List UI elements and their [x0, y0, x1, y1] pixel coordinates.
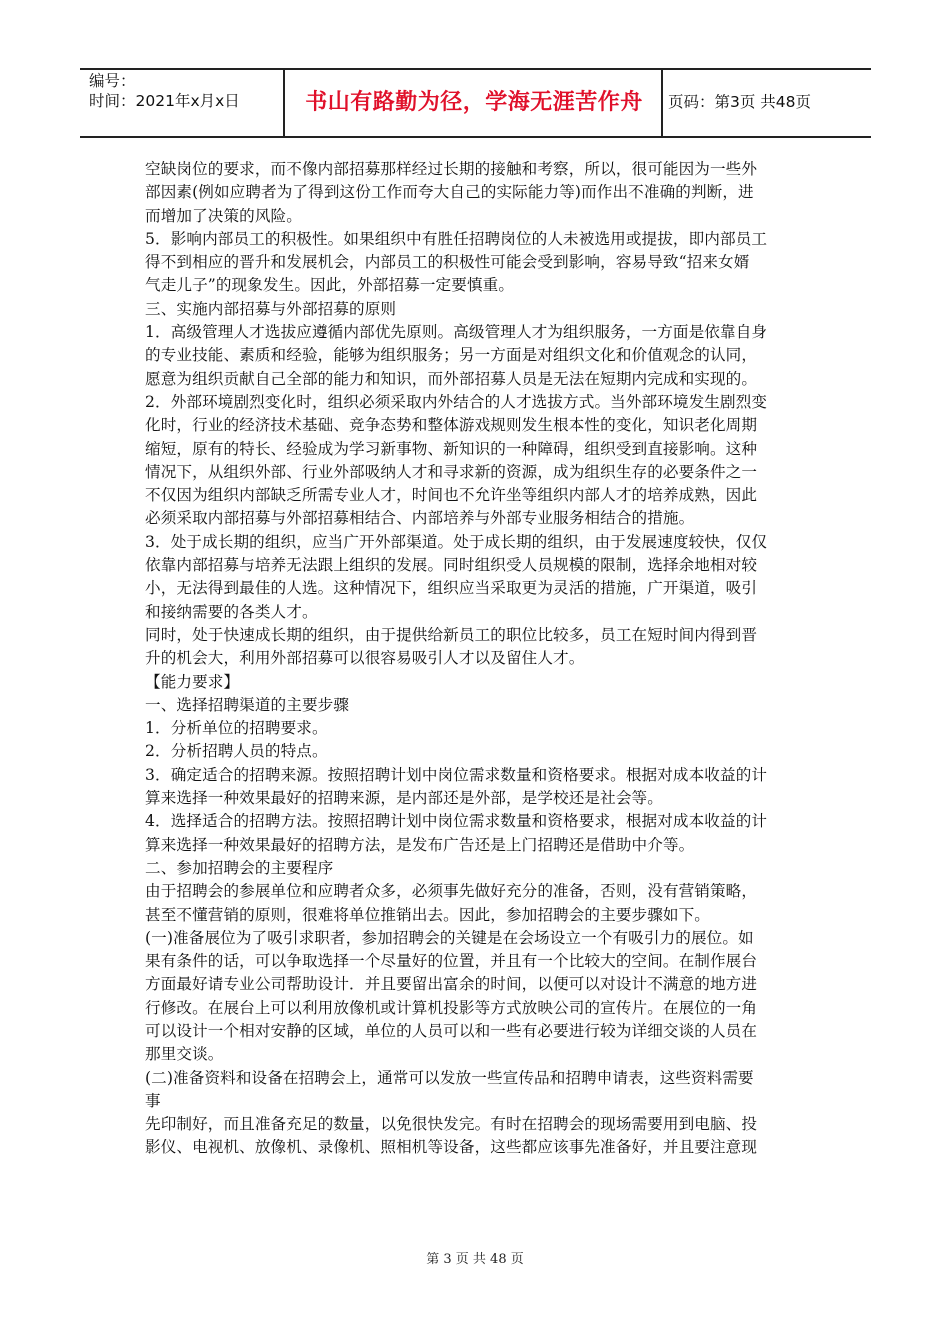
body-text-line: 由于招聘会的参展单位和应聘者众多，必须事先做好充分的准备，否则，没有营销策略，	[145, 882, 758, 901]
body-text-line: 4．选择适合的招聘方法。按照招聘计划中岗位需求数量和资格要求，根据对成本收益的计	[145, 812, 768, 831]
body-text-line: 1．高级管理人才选拔应遵循内部优先原则。高级管理人才为组织服务，一方面是依靠自身	[145, 323, 768, 342]
body-text-line: 不仅因为组织内部缺乏所需专业人才，时间也不允许坐等组织内部人才的培养成熟，因此	[145, 486, 758, 505]
body-text-line: (二)准备资料和设备在招聘会上，通常可以发放一些宣传品和招聘申请表，这些资料需要	[145, 1068, 754, 1087]
body-text-line: 小，无法得到最佳的人选。这种情况下，组织应当采取更为灵活的措施，广开渠道，吸引	[145, 579, 758, 598]
body-text-line: 而增加了决策的风险。	[145, 206, 302, 225]
body-text-line: 果有条件的话，可以争取选择一个尽量好的位置，并且有一个比较大的空间。在制作展台	[145, 952, 758, 971]
header-top-rule	[80, 68, 871, 70]
body-text-line: 事	[145, 1091, 161, 1110]
header-bottom-rule	[80, 136, 871, 138]
body-text-line: 1．分析单位的招聘要求。	[145, 719, 328, 738]
body-text-line: 必须采取内部招募与外部招募相结合、内部培养与外部专业服务相结合的措施。	[145, 509, 695, 528]
body-text-line: 的专业技能、素质和经验，能够为组织服务；另一方面是对组织文化和价值观念的认同，	[145, 346, 758, 365]
body-text-line: 部因素(例如应聘者为了得到这份工作而夸大自己的实际能力等)而作出不准确的判断，进	[145, 183, 754, 202]
header-meta	[89, 71, 240, 111]
body-text-line: 2．分析招聘人员的特点。	[145, 742, 328, 761]
body-text-line: 依靠内部招募与培养无法跟上组织的发展。同时组织受人员规模的限制，选择余地相对较	[145, 556, 758, 575]
body-text-line: 那里交谈。	[145, 1045, 224, 1064]
body-text-line: 三、实施内部招募与外部招募的原则	[145, 299, 397, 318]
body-text-line: 行修改。在展台上可以利用放像机或计算机投影等方式放映公司的宣传片。在展位的一角	[145, 998, 758, 1017]
body-text-line: 情况下，从组织外部、行业外部吸纳人才和寻求新的资源，成为组织生存的必要条件之一	[145, 462, 758, 481]
body-text-line: 气走儿子”的现象发生。因此，外部招募一定要慎重。	[145, 276, 515, 295]
body-text-line: 先印制好，而且准备充足的数量，以免很快发完。有时在招聘会的现场需要用到电脑、投	[145, 1115, 758, 1134]
body-text-line: 影仪、电视机、放像机、录像机、照相机等设备，这些都应该事先准备好，并且要注意现	[145, 1138, 758, 1157]
header-page-info: 页码：第3页 共48页	[668, 93, 812, 111]
document-body	[145, 158, 810, 1160]
body-text-line: 【能力要求】	[145, 672, 240, 691]
page-footer: 第 3 页 共 48 页	[426, 1252, 524, 1267]
body-text-line: 缩短，原有的特长、经验成为学习新事物、新知识的一种障碍，组织受到直接影响。这种	[145, 439, 758, 458]
body-text-line: 空缺岗位的要求，而不像内部招募那样经过长期的接触和考察，所以，很可能因为一些外	[145, 160, 758, 178]
document-date: 时间：2021年x月x日	[89, 92, 240, 110]
body-text-line: 算来选择一种效果最好的招聘方法，是发布广告还是上门招聘还是借助中介等。	[145, 835, 695, 854]
body-text-line: 方面最好请专业公司帮助设计．并且要留出富余的时间，以便可以对设计不满意的地方进	[145, 975, 758, 994]
page-header	[80, 68, 871, 138]
body-text-line: 甚至不懂营销的原则，很难将单位推销出去。因此，参加招聘会的主要步骤如下。	[145, 905, 710, 924]
header-divider-left	[283, 68, 285, 138]
header-divider-right	[661, 68, 663, 138]
body-text-line: 2．外部环境剧烈变化时，组织必须采取内外结合的人才选拔方式。当外部环境发生剧烈变	[145, 392, 768, 411]
body-text-line: 和接纳需要的各类人才。	[145, 602, 318, 621]
body-text-line: 一、选择招聘渠道的主要步骤	[145, 695, 350, 714]
body-text-line: 二、参加招聘会的主要程序	[145, 858, 334, 877]
header-motto: 书山有路勤为径，学海无涯苦作舟	[305, 90, 643, 115]
body-text-line: 得不到相应的晋升和发展机会，内部员工的积极性可能会受到影响，容易导致“招来女婿	[145, 253, 750, 272]
body-text-line: 3．确定适合的招聘来源。按照招聘计划中岗位需求数量和资格要求。根据对成本收益的计	[145, 765, 768, 784]
document-number-label: 编号：	[89, 72, 136, 90]
body-text-line: 5．影响内部员工的积极性。如果组织中有胜任招聘岗位的人未被选用或提拔，即内部员工	[145, 229, 768, 248]
body-text-line: (一)准备展位为了吸引求职者，参加招聘会的关键是在会场设立一个有吸引力的展位。如	[145, 928, 754, 947]
body-text-line: 算来选择一种效果最好的招聘来源，是内部还是外部，是学校还是社会等。	[145, 789, 663, 808]
body-text-line: 可以设计一个相对安静的区域，单位的人员可以和一些有必要进行较为详细交谈的人员在	[145, 1021, 758, 1040]
body-text-line: 3．处于成长期的组织，应当广开外部渠道。处于成长期的组织，由于发展速度较快，仅仅	[145, 532, 768, 551]
body-text-line: 同时，处于快速成长期的组织，由于提供给新员工的职位比较多，员工在短时间内得到晋	[145, 625, 758, 644]
body-text-line: 愿意为组织贡献自己全部的能力和知识，而外部招募人员是无法在短期内完成和实现的。	[145, 369, 758, 388]
body-text-line: 升的机会大，利用外部招募可以很容易吸引人才以及留住人才。	[145, 649, 585, 668]
body-text-line: 化时，行业的经济技术基础、竞争态势和整体游戏规则发生根本性的变化，知识老化周期	[145, 416, 758, 435]
